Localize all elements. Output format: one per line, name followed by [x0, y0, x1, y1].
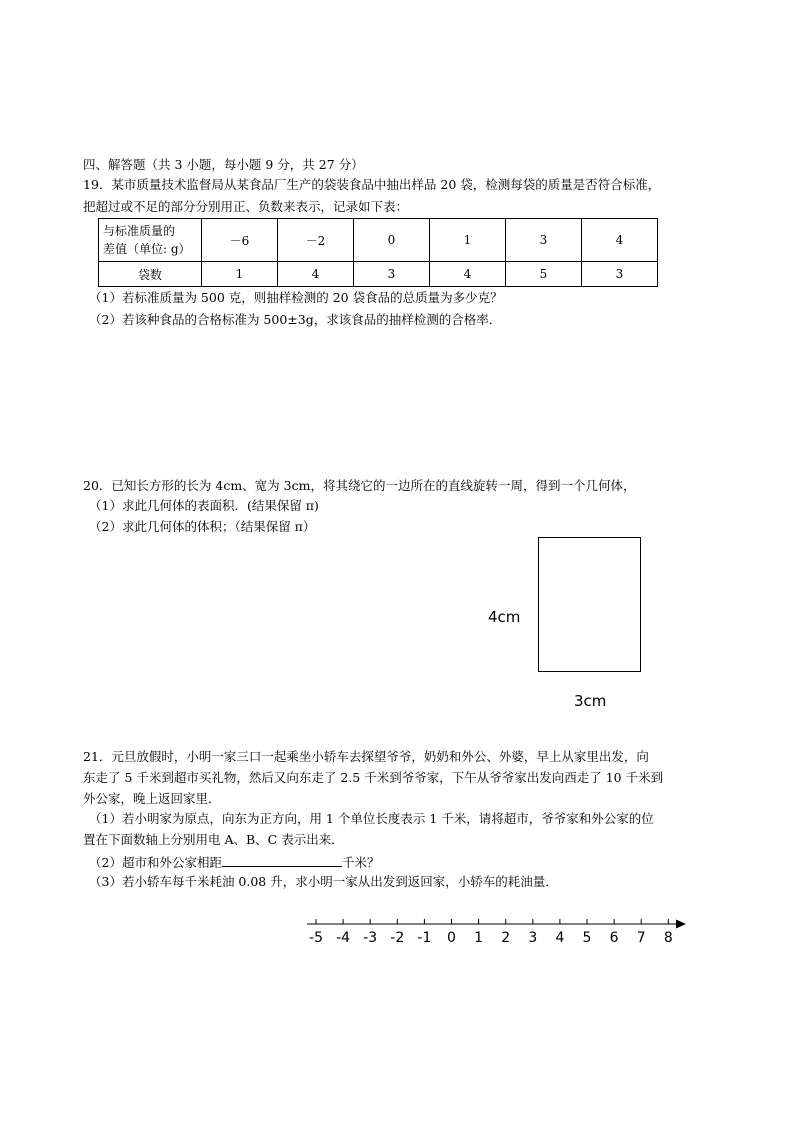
answer-blank[interactable] [222, 852, 342, 867]
table-cell: 1 [202, 262, 278, 287]
q19-line1: 19．某市质量技术监督局从某食品厂生产的袋装食品中抽出样品 20 袋，检测每袋的质量是否符合标准， [83, 177, 661, 192]
axis-tick-label: 3 [528, 930, 538, 946]
section-title: 四、解答题（共 3 小题，每小题 9 分，共 27 分） [83, 157, 364, 172]
q20-sub2: （2）求此几何体的体积；（结果保留 π） [89, 519, 316, 534]
axis-tick-label: 6 [609, 930, 619, 946]
table-cell: 4 [582, 219, 658, 262]
q21-line1: 21．元旦放假时，小明一家三口一起乘坐小轿车去探望爷爷，奶奶和外公、外婆，早上从家里出发，向 [83, 749, 649, 764]
axis-tick-label: -4 [336, 930, 351, 946]
table-cell: 4 [278, 262, 354, 287]
header-label-a: 与标准质量的 [103, 224, 176, 238]
q19-sub2: （2）若该种食品的合格标准为 500±3g，求该食品的抽样检测的合格率． [89, 312, 502, 327]
rectangle-figure [538, 537, 641, 672]
q19-sub1: （1）若标准质量为 500 克，则抽样检测的 20 袋食品的总质量为多少克？ [89, 290, 503, 305]
q19-data-table [98, 218, 658, 287]
table-cell: 5 [506, 262, 582, 287]
table-cell: 3 [582, 262, 658, 287]
axis-tick-label: 7 [636, 930, 646, 946]
axis-tick-label: 5 [582, 930, 592, 946]
axis-tick-label: -1 [417, 930, 432, 946]
q20-line1: 20．已知长方形的长为 4cm、宽为 3cm，将其绕它的一边所在的直线旋转一周，得到一个几何体， [83, 478, 636, 493]
axis-tick-label: 1 [474, 930, 484, 946]
q21-sub3: （3）若小轿车每千米耗油 0.08 升，求小明一家从出发到返回家，小轿车的耗油量． [89, 874, 558, 889]
q21-line3: 外公家，晚上返回家里． [83, 791, 221, 806]
q20-sub1: （1）求此几何体的表面积．(结果保留 π) [89, 498, 319, 513]
table-cell: 1 [430, 219, 506, 262]
number-line [300, 915, 695, 955]
table-cell: 4 [430, 262, 506, 287]
rect-width-label: 3cm [574, 692, 607, 710]
axis-tick-label: -2 [390, 930, 405, 946]
q21-sub1a: （1）若小明家为原点，向东为正方向，用 1 个单位长度表示 1 千米，请将超市，爷爷家和外公家的位 [89, 811, 654, 826]
axis-tick-label: 0 [447, 930, 456, 946]
table-row-diffs [99, 219, 658, 262]
table-header-count: 袋数 [99, 262, 202, 287]
q21-sub1b: 置在下面数轴上分别用电 A、B、C 表示出来． [83, 832, 344, 847]
table-cell: 3 [506, 219, 582, 262]
table-cell: 0 [354, 219, 430, 262]
q21-sub2-pre: （2）超市和外公家相距 [89, 855, 222, 870]
header-label-b: 差值（单位: g） [103, 242, 191, 256]
q21-sub2 [89, 852, 379, 872]
rect-height-label: 4cm [488, 608, 521, 626]
table-row-counts [99, 262, 658, 287]
q21-line2: 东走了 5 千米到超市买礼物，然后又向东走了 2.5 千米到爷爷家，下午从爷爷家出发向西走了 10 千米到 [83, 770, 664, 785]
axis-tick-label: 2 [501, 930, 511, 946]
axis-tick-label: 8 [663, 930, 673, 946]
table-cell: 3 [354, 262, 430, 287]
q21-sub2-post: 千米？ [341, 855, 380, 870]
axis-tick-label: -5 [309, 930, 323, 946]
axis-tick-label: 4 [555, 930, 565, 946]
table-cell: －2 [278, 219, 354, 262]
q19-line2: 把超过或不足的部分分别用正、负数来表示，记录如下表： [83, 199, 409, 214]
table-header-diff [99, 219, 202, 262]
table-cell: －6 [202, 219, 278, 262]
axis-arrow-icon [676, 920, 686, 929]
axis-tick-label: -3 [363, 930, 378, 946]
